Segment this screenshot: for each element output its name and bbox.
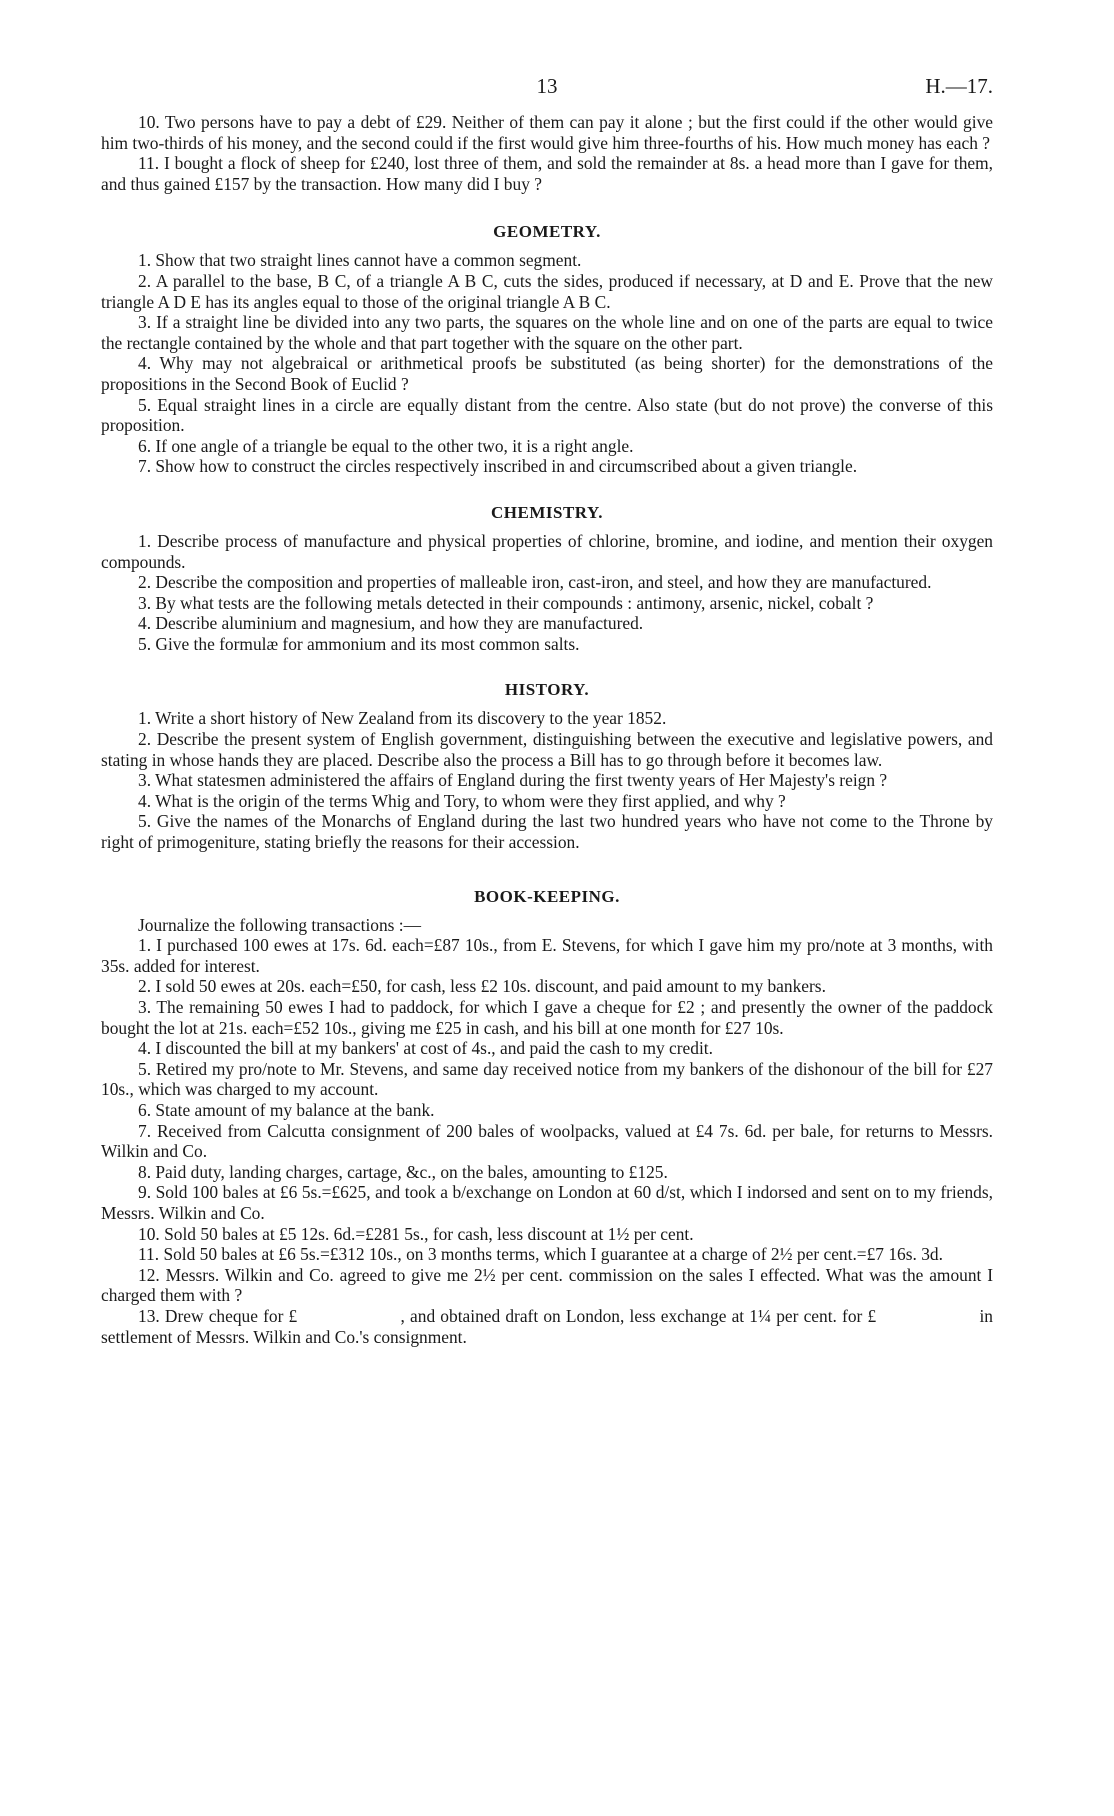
- question-paragraph: 4. I discounted the bill at my bankers' at cost of 4s., and paid the cash to my credit.: [138, 1038, 713, 1059]
- question-paragraph: 3. What statesmen administered the affairs of England during the first twenty years of Her Majesty's reign ?: [138, 770, 888, 791]
- question-paragraph: 3. By what tests are the following metals detected in their compounds : antimony, arsenic, nickel, cobalt ?: [138, 592, 874, 613]
- question-paragraph: 4. What is the origin of the terms Whig and Tory, to whom were they first applied, and why ?: [138, 790, 786, 811]
- question-paragraph: 6. If one angle of a triangle be equal to the other two, it is a right angle.: [138, 435, 634, 456]
- question-paragraph: 8. Paid duty, landing charges, cartage, &c., on the bales, amounting to £125.: [138, 1161, 668, 1182]
- question-paragraph: 12. Messrs. Wilkin and Co. agreed to give me 2½ per cent. commission on the sales I effected. What was the amount I charged them with ?: [101, 1264, 993, 1306]
- question-paragraph: 1. Show that two straight lines cannot have a common segment.: [138, 250, 582, 271]
- question-paragraph: 2. A parallel to the base, B C, of a triangle A B C, cuts the sides, produced if necessary, at D and E. Prove that the new triangle A D E has its angles equal to those of the original triangle A B C.: [101, 270, 993, 312]
- question-paragraph: 6. State amount of my balance at the bank.: [138, 1099, 435, 1120]
- question-paragraph: 1. I purchased 100 ewes at 17s. 6d. each=£87 10s., from E. Stevens, for which I gave him my pro/note at 3 months, with 35s. added for interest.: [101, 935, 993, 976]
- question-paragraph: 5. Give the formulæ for ammonium and its most common salts.: [138, 633, 580, 654]
- page-number: 13: [536, 74, 558, 98]
- question-paragraph: 13. Drew cheque for £ , and obtained draft on London, less exchange at 1¼ per cent. for £ in settlement of Messrs. Wilkin and Co.'s consignment.: [101, 1305, 998, 1347]
- question-paragraph: 5. Give the names of the Monarchs of England during the last two hundred years who have not come to the Throne by right of primogeniture, stating briefly the reasons for their accession.: [101, 811, 993, 853]
- question-paragraph: 2. Describe the composition and properties of malleable iron, cast-iron, and steel, and how they are manufactured.: [138, 572, 932, 593]
- document-id: H.—17.: [925, 74, 993, 98]
- document-page: [101, 74, 998, 1347]
- instruction-paragraph: Journalize the following transactions :—: [138, 914, 422, 935]
- question-paragraph: 7. Show how to construct the circles respectively inscribed in and circumscribed about a given triangle.: [138, 456, 858, 477]
- page-header: [101, 74, 993, 112]
- section-heading-book-keeping: BOOK-KEEPING.: [474, 886, 620, 906]
- question-paragraph: 7. Received from Calcutta consignment of 200 bales of woolpacks, valued at £4 7s. 6d. per bale, for returns to Messrs. Wilkin and Co.: [101, 1120, 993, 1162]
- question-paragraph: 9. Sold 100 bales at £6 5s.=£625, and took a b/exchange on London at 60 d/st, which I indorsed and sent on to my friends, Messrs. Wilkin and Co.: [101, 1182, 993, 1223]
- question-paragraph: 1. Describe process of manufacture and physical properties of chlorine, bromine, and iodine, and mention their oxygen compounds.: [101, 530, 993, 572]
- question-paragraph: 2. Describe the present system of English government, distinguishing between the executive and legislative powers, and stating in whose hands they are placed. Describe also the process a Bill has to go through before it becomes law.: [101, 729, 993, 770]
- question-paragraph: 5. Equal straight lines in a circle are equally distant from the centre. Also state (but do not prove) the converse of this proposition.: [101, 394, 993, 436]
- question-paragraph: 4. Describe aluminium and magnesium, and how they are manufactured.: [138, 613, 644, 634]
- question-paragraph: 1. Write a short history of New Zealand from its discovery to the year 1852.: [138, 708, 667, 729]
- question-paragraph: 5. Retired my pro/note to Mr. Stevens, and same day received notice from my bankers of the dishonour of the bill for £27 10s., which was charged to my account.: [101, 1058, 993, 1100]
- section-heading-history: HISTORY.: [504, 680, 590, 700]
- section-heading-chemistry: CHEMISTRY.: [491, 502, 603, 522]
- question-paragraph: 4. Why may not algebraical or arithmetical proofs be substituted (as being shorter) for the demonstrations of the propositions in the Second Book of Euclid ?: [101, 353, 993, 394]
- question-paragraph: 10. Sold 50 bales at £5 12s. 6d.=£281 5s., for cash, less discount at 1½ per cent.: [138, 1223, 694, 1244]
- question-paragraph: 11. I bought a flock of sheep for £240, lost three of them, and sold the remainder at 8s. a head more than I gave for them, and thus gained £157 by the transaction. How many did I buy ?: [101, 153, 993, 194]
- question-paragraph: 10. Two persons have to pay a debt of £29. Neither of them can pay it alone ; but the first could if the other would give him two-thirds of his money, and the second could if the first would give him three-fourths of his. How much money has each ?: [101, 112, 993, 153]
- section-heading-geometry: GEOMETRY.: [493, 222, 601, 242]
- question-paragraph: 3. If a straight line be divided into any two parts, the squares on the whole line and on one of the parts are equal to twice the rectangle contained by the whole and that part together with the square on the other part.: [101, 312, 993, 353]
- question-paragraph: 11. Sold 50 bales at £6 5s.=£312 10s., on 3 months terms, which I guarantee at a charge of 2½ per cent.=£7 16s. 3d.: [138, 1244, 943, 1265]
- question-paragraph: 2. I sold 50 ewes at 20s. each=£50, for cash, less £2 10s. discount, and paid amount to my bankers.: [138, 976, 826, 997]
- question-paragraph: 3. The remaining 50 ewes I had to paddock, for which I gave a cheque for £2 ; and presently the owner of the paddock bought the lot at 21s. each=£52 10s., giving me £25 in cash, and his bill at one month for £27 10s.: [101, 997, 993, 1038]
